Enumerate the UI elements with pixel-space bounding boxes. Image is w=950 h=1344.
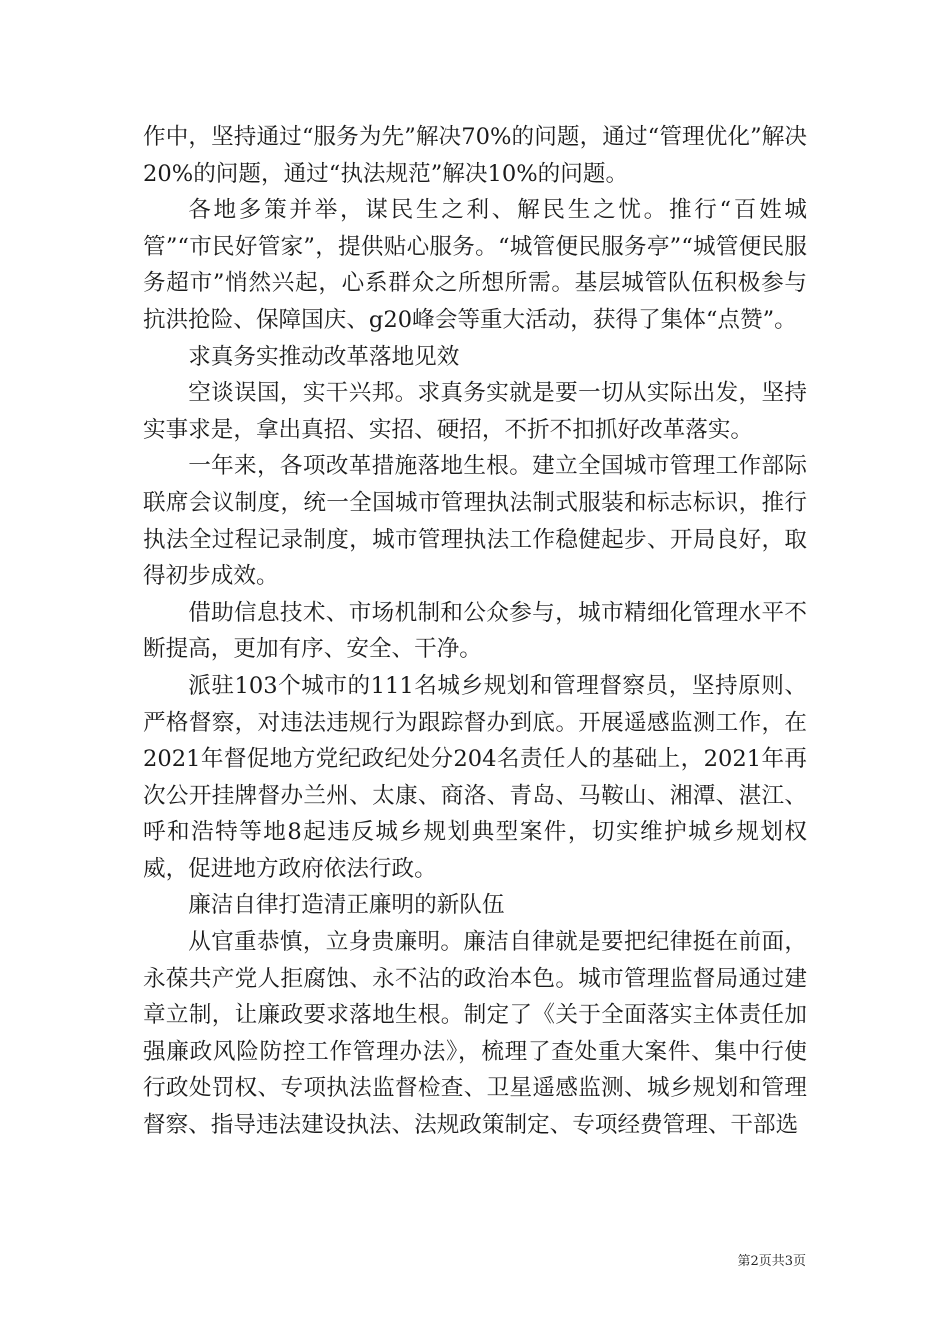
paragraph: 各地多策并举，谋民生之利、解民生之忧。推行“百姓城管”“市民好管家”，提供贴心服务。“城管便民服务亭”“城管便民服务超市”悄然兴起，心系群众之所想所需。基层城管队伍积极参与抗洪抢险、保障国庆、g20峰会等重大活动，获得了集体“点赞”。 bbox=[143, 197, 807, 333]
paragraph: 空谈误国，实干兴邦。求真务实就是要一切从实际出发，坚持实事求是，拿出真招、实招、硬招，不折不扣抓好改革落实。 bbox=[143, 380, 807, 443]
section-heading: 廉洁自律打造清正廉明的新队伍 bbox=[188, 892, 505, 919]
page-number: 第2页共3页 bbox=[737, 1254, 806, 1269]
section-heading: 求真务实推动改革落地见效 bbox=[188, 343, 460, 370]
paragraph: 派驻103个城市的111名城乡规划和管理督察员，坚持原则、严格督察，对违法违规行为跟踪督办到底。开展遥感监测工作，在2021年督促地方党纪政纪处分204名责任人的基础上，2021年再次公开挂牌督办兰州、太康、商洛、青岛、马鞍山、湘潭、湛江、呼和浩特等地8起违反城乡规划典型案件，切实维护城乡规划权威，促进地方政府依法行政。 bbox=[143, 672, 807, 882]
body-text bbox=[143, 119, 807, 1144]
paragraph: 从官重恭慎，立身贵廉明。廉洁自律就是要把纪律挺在前面，永葆共产党人拒腐蚀、永不沾的政治本色。城市管理监督局通过建章立制，让廉政要求落地生根。制定了《关于全面落实主体责任加强廉政风险防控工作管理办法》，梳理了查处重大案件、集中行使行政处罚权、专项执法监督检查、卫星遥感监测、城乡规划和管理督察、指导违法建设执法、法规政策制定、专项经费管理、干部选 bbox=[143, 929, 807, 1139]
paragraph: 借助信息技术、市场机制和公众参与，城市精细化管理水平不断提高，更加有序、安全、干净。 bbox=[143, 599, 807, 663]
paragraph: 作中，坚持通过“服务为先”解决70%的问题，通过“管理优化”解决20%的问题，通过“执法规范”解决10%的问题。 bbox=[143, 124, 807, 187]
paragraph: 一年来，各项改革措施落地生根。建立全国城市管理工作部际联席会议制度，统一全国城市管理执法制式服装和标志标识，推行执法全过程记录制度，城市管理执法工作稳健起步、开局良好，取得初步成效。 bbox=[143, 453, 807, 590]
